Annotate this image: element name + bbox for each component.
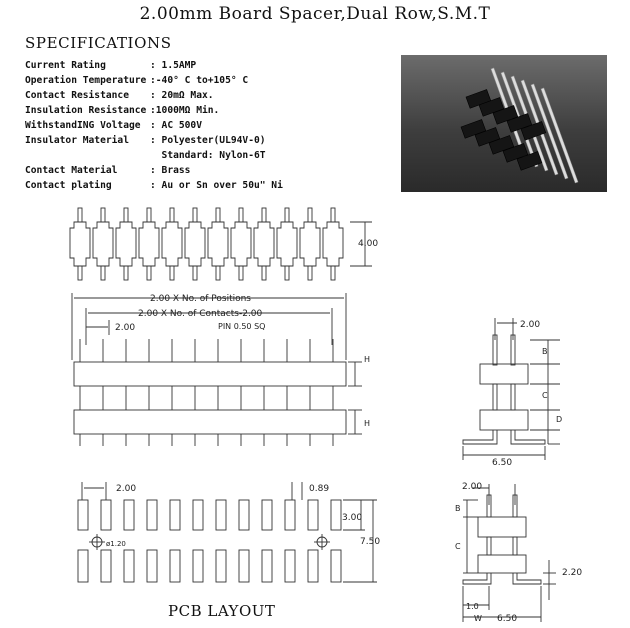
dim-pcb-hole: ø1.20	[106, 540, 126, 548]
spec-value: : 20mΩ Max.	[150, 90, 214, 101]
top-view	[70, 208, 372, 280]
dim-side2-b: B	[455, 504, 461, 513]
spec-row	[25, 165, 190, 176]
dim-contacts: 2.00 X No. of Contacts-2.00	[138, 309, 263, 319]
pin-note: PIN 0.50 SQ	[218, 322, 266, 331]
dim-side-pitch: 2.00	[520, 320, 541, 330]
dim-pcb-pad-len: 3.00	[342, 513, 363, 523]
spec-label: Contact Resistance	[25, 90, 129, 101]
spec-value: : Brass	[150, 165, 191, 176]
dim-side2-foot: 2.20	[562, 568, 583, 578]
spec-row	[25, 180, 283, 191]
dim-front-pitch: 2.00	[115, 323, 136, 333]
spec-label: WithstandING Voltage	[25, 120, 141, 131]
spec-row	[25, 90, 214, 101]
product-photo	[401, 55, 607, 192]
spec-value: :-40° C to+105° C	[150, 75, 249, 86]
dim-pcb-total: 7.50	[360, 537, 381, 547]
dim-side-b: B	[542, 347, 548, 356]
spec-label: Contact Material	[25, 165, 118, 176]
dim-top-height: 4.00	[358, 239, 379, 249]
dim-side-d: D	[556, 415, 563, 424]
spec-row	[25, 135, 266, 146]
dim-h-upper: H	[364, 355, 371, 364]
dim-side2-left: 1.0	[466, 602, 479, 611]
product-photo-render	[401, 55, 607, 192]
dim-pcb-pitch: 2.00	[116, 484, 137, 494]
page-title: 2.00mm Board Spacer,Dual Row,S.M.T	[139, 4, 491, 24]
spec-label: Insulation Resistance	[25, 105, 147, 116]
spec-row	[25, 120, 202, 131]
dim-side2-w: W	[474, 614, 482, 623]
dim-side2-pitch: 2.00	[462, 482, 483, 492]
spec-label: Operation Temperature	[25, 75, 147, 86]
spec-value: : Polyester(UL94V-0)	[150, 135, 266, 146]
dim-side-width: 6.50	[492, 458, 513, 468]
spec-value: : Au or Sn over 50u" Ni	[150, 180, 283, 191]
spec-row	[25, 105, 219, 116]
spec-row	[25, 75, 248, 86]
spec-label: Current Rating	[25, 60, 106, 71]
dim-pcb-pad: 0.89	[309, 484, 330, 494]
dim-side-c: C	[542, 391, 548, 400]
spec-row	[25, 150, 266, 161]
spec-value: : AC 500V	[150, 120, 202, 131]
pcb-layout-drawing	[78, 482, 377, 582]
dim-side2-width: 6.50	[497, 614, 518, 624]
spec-label: Insulator Material	[25, 135, 129, 146]
pcb-layout-label: PCB LAYOUT	[168, 602, 276, 620]
front-view	[72, 293, 362, 446]
dim-h-lower: H	[364, 419, 371, 428]
spec-value: : 1.5AMP	[150, 60, 197, 71]
side-view-2	[463, 484, 556, 622]
side-view-1	[463, 318, 563, 460]
spec-value: Standard: Nylon-6T	[150, 150, 266, 161]
spec-row	[25, 60, 196, 71]
spec-value: :1000MΩ Min.	[150, 105, 220, 116]
dim-positions: 2.00 X No. of Positions	[150, 294, 251, 304]
spec-label: Contact plating	[25, 180, 112, 191]
specifications-heading: SPECIFICATIONS	[25, 34, 172, 52]
dim-side2-c: C	[455, 542, 461, 551]
